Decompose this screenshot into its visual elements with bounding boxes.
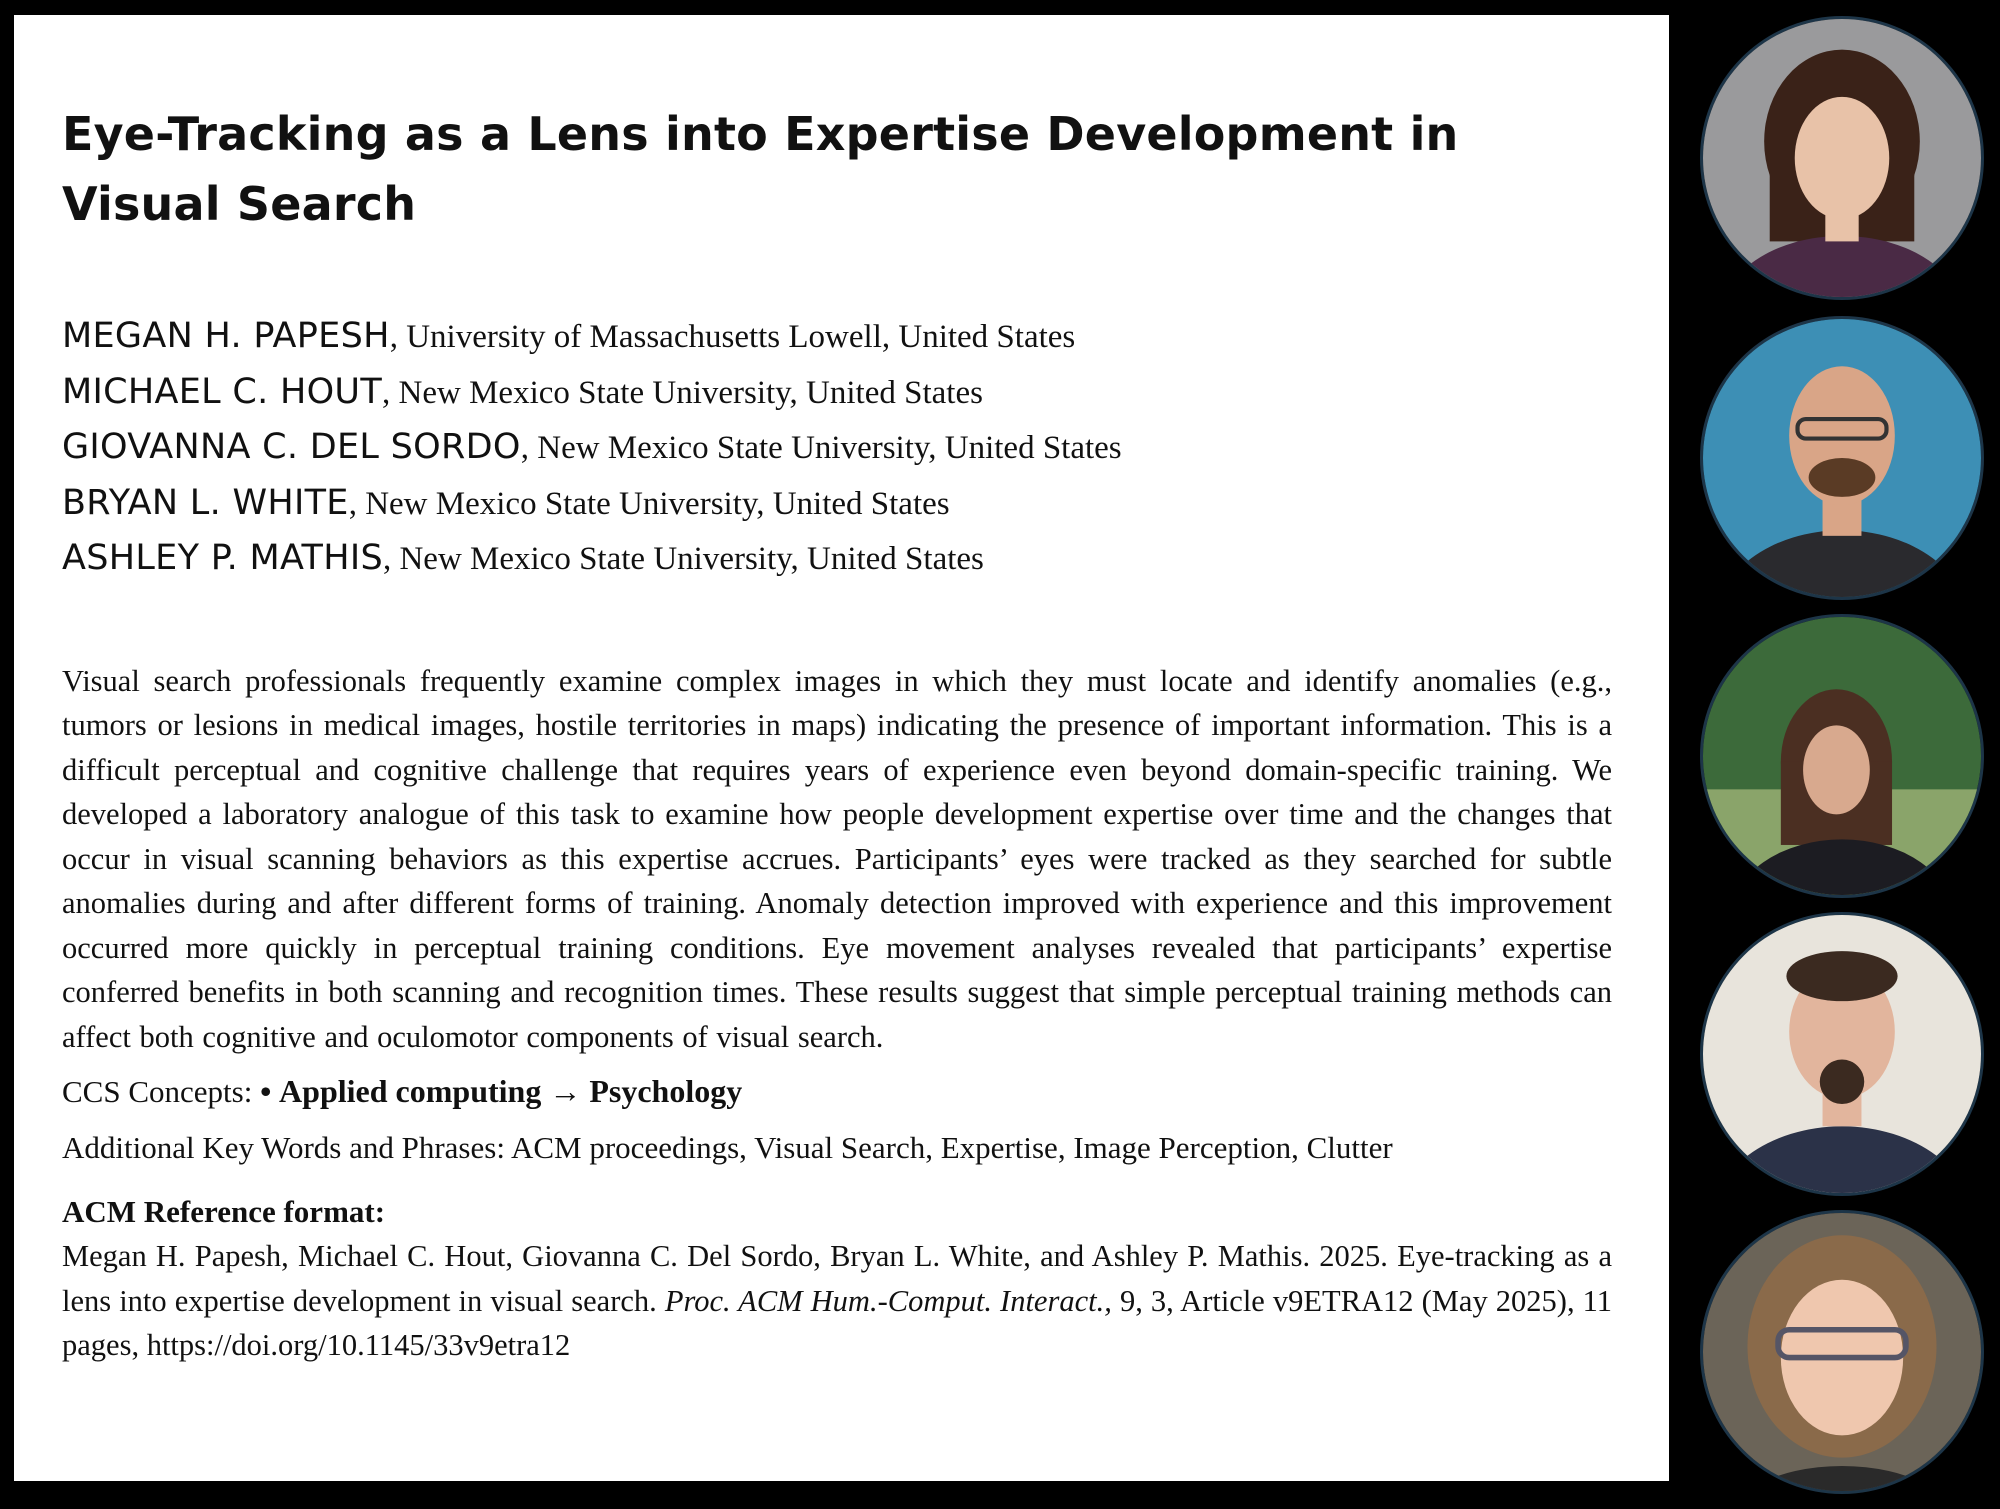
author-affiliation: New Mexico State University, United States: [399, 541, 984, 577]
author-name: BRYAN L. WHITE: [62, 482, 349, 523]
author-affiliation: University of Massachusetts Lowell, United States: [406, 319, 1076, 355]
portrait-illustration: [1703, 915, 1981, 1193]
reference-heading: ACM Reference format:: [62, 1194, 386, 1229]
portrait-face: [1795, 97, 1890, 219]
portrait-illustration: [1703, 1213, 1981, 1491]
author-photo-papesh: [1700, 16, 1984, 300]
author-list: [62, 309, 1613, 587]
author-entry: MICHAEL C. HOUT, New Mexico State University, United States: [62, 371, 983, 412]
author-name: ASHLEY P. MATHIS: [62, 538, 383, 578]
paper-title: Eye-Tracking as a Lens into Expertise Development in Visual Search: [62, 107, 1459, 231]
portrait-beard: [1820, 1060, 1864, 1104]
portrait-body: [1720, 1466, 1965, 1491]
author-name: MICHAEL C. HOUT: [62, 371, 383, 412]
author-photo-white: [1700, 912, 1984, 1196]
portrait-face: [1803, 725, 1870, 814]
portrait-neck: [1825, 208, 1858, 241]
author-entry: BRYAN L. WHITE, New Mexico State University, United States: [62, 482, 950, 523]
ccs-label: CCS Concepts:: [62, 1074, 253, 1109]
reference-journal: Proc. ACM Hum.-Comput. Interact.,: [664, 1283, 1112, 1318]
ccs-concepts: [62, 1069, 1613, 1114]
reference-details: 9, 3, Article v9ETRA12 (May 2025), 11 pages, https://doi.org/10.1145/33v9etra12: [62, 1283, 1613, 1362]
portrait-illustration: [1703, 617, 1981, 895]
keywords: [62, 1126, 1613, 1170]
abstract: Visual search professionals frequently examine complex images in which they must locate and identify anomalies (e.g., tumors or lesions in medical images, hostile territories in maps) indicating the presence of important information. This is a difficult perceptual and cognitive challenge that requires years of experience even beyond domain-specific training. We developed a laboratory analogue of this task to examine how people development expertise over time and the changes that occur in visual scanning behaviors as this expertise accrues. Participants’ eyes were tracked as they searched for subtle anomalies during and after different forms of training. Anomaly detection improved with experience and this improvement occurred more quickly in perceptual training conditions. Eye movement analyses revealed that participants’ expertise conferred benefits in both scanning and recognition times. These results suggest that simple perceptual training methods can affect both cognitive and oculomotor components of visual search.: [62, 663, 1612, 1054]
author-affiliation: New Mexico State University, United States: [365, 485, 950, 522]
author-photo-hout: [1700, 316, 1984, 600]
reference-authors-title: Megan H. Papesh, Michael C. Hout, Giovanna C. Del Sordo, Bryan L. White, and Ashley P. Mathis. 2025. Eye-tracking as a lens into expertise development in visual search.: [62, 1239, 1612, 1318]
keywords-text: ACM proceedings, Visual Search, Expertise, Image Perception, Clutter: [510, 1130, 1393, 1165]
portrait-beard: [1809, 458, 1876, 497]
reference-text: [62, 1234, 1612, 1368]
author-name: GIOVANNA C. DEL SORDO: [62, 427, 521, 467]
author-photo-del-sordo: [1700, 614, 1984, 898]
portrait-hair: [1786, 951, 1897, 1001]
paper-page: [14, 15, 1669, 1481]
author-entry: ASHLEY P. MATHIS, New Mexico State University, United States: [62, 538, 984, 578]
portrait-illustration: [1703, 19, 1981, 297]
author-affiliation: New Mexico State University, United States: [537, 430, 1122, 466]
author-entry: GIOVANNA C. DEL SORDO, New Mexico State University, United States: [62, 427, 1122, 467]
author-entry: MEGAN H. PAPESH, University of Massachusetts Lowell, United States: [62, 316, 1076, 356]
keywords-label: Additional Key Words and Phrases:: [62, 1130, 505, 1165]
ccs-bullet: •: [260, 1073, 272, 1109]
author-name: MEGAN H. PAPESH: [62, 316, 390, 356]
author-affiliation: New Mexico State University, United States: [398, 374, 983, 411]
ccs-concept: Applied computing → Psychology: [279, 1073, 743, 1109]
author-photo-mathis: [1700, 1210, 1984, 1494]
portrait-illustration: [1703, 319, 1981, 597]
